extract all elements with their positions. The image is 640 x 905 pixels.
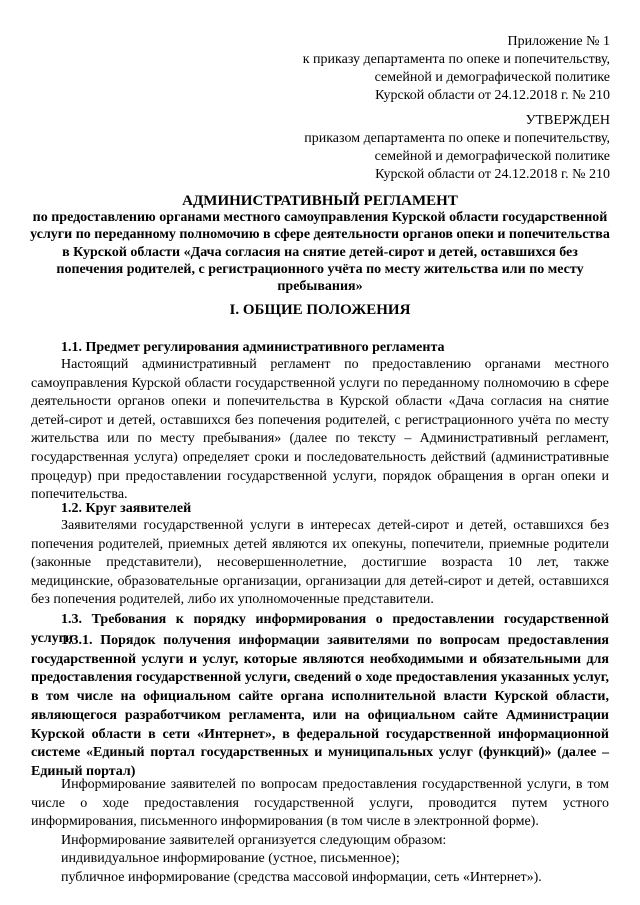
approved-line: Курской области от 24.12.2018 г. № 210: [375, 167, 610, 182]
approved-line: семейной и демографической политике: [374, 149, 610, 164]
subsection-text: Заявителями государственной услуги в интересах детей-сирот и детей, оставшихся без попечения родителей, приемных детей являются их опекуны, попечители, приемные родители (законные представители), несовершеннолетние, достигшие возраста 10 лет, также медицинские, образовательные организации, организации для детей-сирот и детей, оставшихся без попечения родителей, либо их уполномоченные представители.: [31, 518, 609, 608]
approved-header: [304, 112, 610, 184]
paragraph: индивидуальное информирование (устное, письменное);: [61, 851, 400, 867]
clause-heading: 1.3.1. Порядок получения информации заявителями по вопросам предоставления государственной услуги и услуг, которые являются необходимыми и обязательными для предоставления государственной услуги, сведений о ходе предоставления указанных услуг, в том числе на официальном сайте органа исполнительной власти Курской области, являющегося разработчиком регламента, или на официальном сайте Администрации Курской области в сети «Интернет», в федеральной государственной информационной системе «Единый портал государственных и муниципальных услуг (функций)» (далее – Единый портал): [31, 633, 609, 779]
subsection-heading: 1.1. Предмет регулирования административного регламента: [61, 340, 445, 355]
section-title: I. ОБЩИЕ ПОЛОЖЕНИЯ: [229, 302, 411, 318]
approved-line: УТВЕРЖДЕН: [525, 113, 610, 128]
subsection-heading: 1.3. Требования к порядку информирования о предоставлении государственной услуги: [31, 612, 609, 646]
document-subtitle: по предоставлению органами местного самоуправления Курской области государственной услуги по переданному полномочию в сфере деятельности органов опеки и попечительства в Курской области «Дача согласия на снятие детей-сирот и детей, оставшихся без попечения родителей, с регистрационного учёта по месту жительства или по месту пребывания»: [30, 210, 610, 295]
appendix-line: семейной и демографической политике: [374, 70, 610, 85]
paragraph: Информирование заявителей по вопросам предоставления государственной услуги, в том числе о ходе предоставления государственной услуги, проводится путем устного информирования, письменного информирования (в том числе в электронной форме).: [31, 777, 609, 830]
subsection-text: Настоящий административный регламент по предоставлению органами местного самоуправления Курской области государственной услуги по переданному полномочию в сфере деятельности органов опеки и попечительства в Курской области «Дача согласия на снятие детей-сирот и детей, оставшихся без попечения родителей, с регистрационного учёта по месту жительства или по месту пребывания» (далее по тексту – Административный регламент, государственная услуга) определяет сроки и последовательность действий (административные процедур) при предоставлении государственной услуги, порядок обращения в орган опеки и попечительства.: [31, 357, 609, 503]
subsection-heading: 1.2. Круг заявителей: [61, 501, 192, 516]
paragraph: Информирование заявителей организуется следующим образом:: [61, 832, 447, 848]
appendix-header: [303, 33, 610, 105]
paragraph: публичное информирование (средства массовой информации, сеть «Интернет»).: [61, 869, 542, 885]
appendix-line: Курской области от 24.12.2018 г. № 210: [375, 88, 610, 103]
information-paragraphs: [31, 776, 609, 888]
appendix-line: Приложение № 1: [507, 34, 610, 49]
approved-line: приказом департамента по опеке и попечительству,: [304, 131, 610, 146]
document-title: АДМИНИСТРАТИВНЫЙ РЕГЛАМЕНТ: [182, 193, 458, 209]
appendix-line: к приказу департамента по опеке и попечительству,: [302, 52, 610, 67]
